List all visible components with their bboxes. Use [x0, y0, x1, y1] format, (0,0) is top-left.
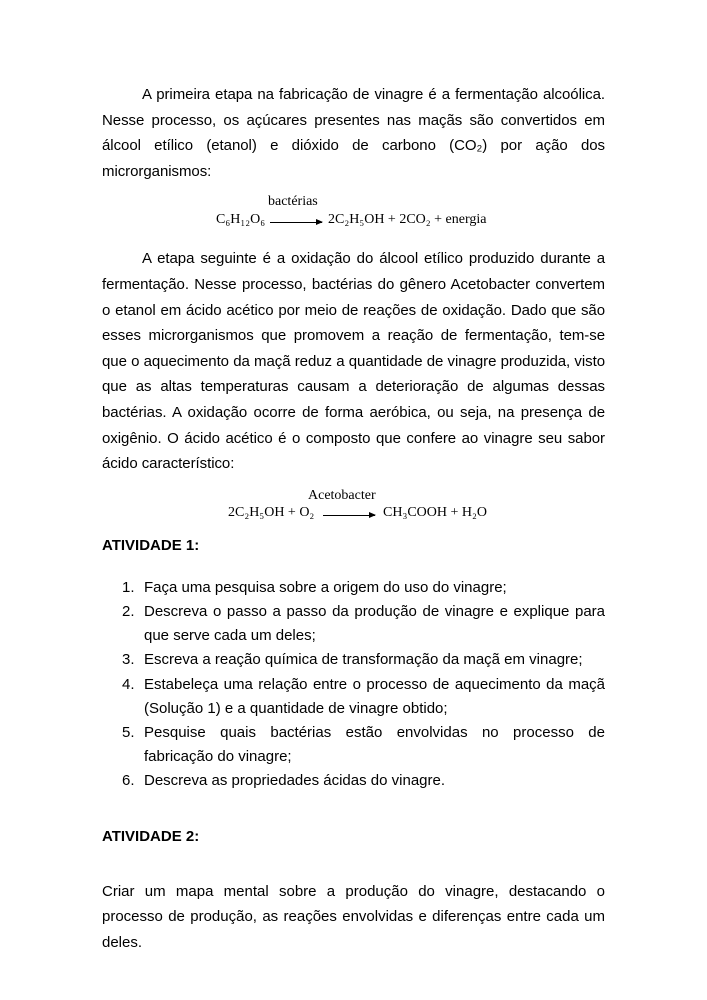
- list-item-text: Descreva as propriedades ácidas do vinagre.: [144, 772, 446, 790]
- equation-oxidation: [102, 483, 605, 531]
- equation-catalyst: bactérias: [268, 194, 318, 210]
- list-item-number: 6.: [122, 772, 135, 790]
- list-item: [102, 721, 605, 769]
- reaction-arrow: [270, 222, 322, 223]
- equation-products: CH₃COOH + H₂O: [383, 504, 487, 520]
- list-item-number: 2.: [122, 602, 135, 620]
- paragraph-fermentation: A primeira etapa na fabricação de vinagre é a fermentação alcoólica. Nesse processo, os açúcares presentes nas maçãs são convertidos em álcool etílico (etanol) e dióxido de carbono (CO₂) por ação dos microrganismos:: [102, 86, 605, 180]
- list-item-number: 1.: [122, 578, 135, 596]
- equation-fermentation: [102, 190, 605, 238]
- activity2-title: ATIVIDADE 2:: [102, 827, 200, 845]
- equation-products: 2C₂H₅OH + 2CO₂ + energia: [328, 212, 487, 228]
- list-item: [102, 576, 605, 600]
- document-page: [102, 82, 605, 955]
- list-item-number: 4.: [122, 675, 135, 693]
- list-item: [102, 600, 605, 648]
- activity1-list: [102, 576, 605, 794]
- list-item-text: Pesquise quais bactérias estão envolvidas no processo de fabricação do vinagre;: [144, 723, 605, 766]
- activity1-title: ATIVIDADE 1:: [102, 536, 200, 554]
- list-item: [102, 648, 605, 672]
- list-item-text: Descreva o passo a passo da produção de vinagre e explique para que serve cada um deles;: [144, 602, 605, 645]
- reaction-arrow: [323, 515, 375, 516]
- list-item: [102, 673, 605, 721]
- equation-catalyst: Acetobacter: [308, 487, 376, 503]
- activity2-text: Criar um mapa mental sobre a produção do vinagre, destacando o processo de produção, as reações envolvidas e diferenças entre cada um deles.: [102, 882, 605, 951]
- list-item-text: Estabeleça uma relação entre o processo de aquecimento da maçã (Solução 1) e a quantidade de vinagre obtido;: [144, 675, 605, 717]
- paragraph-oxidation: A etapa seguinte é a oxidação do álcool etílico produzido durante a fermentação. Nesse processo, bactérias do gênero Acetobacter convertem o etanol em ácido acético por meio de reações de oxidação. Dado que são esses microrganismos que promovem a reação de fermentação, tem-se que o aquecimento da maçã reduz a quantidade de vinagre produzida, visto que as altas temperaturas causam a deterioração de algumas dessas bactérias. A oxidação ocorre de forma aeróbica, ou seja, na presença de oxigênio. O ácido acético é o composto que confere ao vinagre seu sabor ácido característico:: [102, 250, 605, 473]
- list-item-number: 5.: [122, 723, 135, 741]
- list-item-number: 3.: [122, 651, 135, 669]
- list-item: [102, 769, 605, 793]
- list-item-text: Escreva a reação química de transformação da maçã em vinagre;: [144, 651, 583, 669]
- equation-reactants: 2C₂H₅OH + O₂: [228, 504, 315, 520]
- list-item-text: Faça uma pesquisa sobre a origem do uso do vinagre;: [144, 578, 507, 596]
- equation-reactants: C₆H₁₂O₆: [216, 212, 266, 228]
